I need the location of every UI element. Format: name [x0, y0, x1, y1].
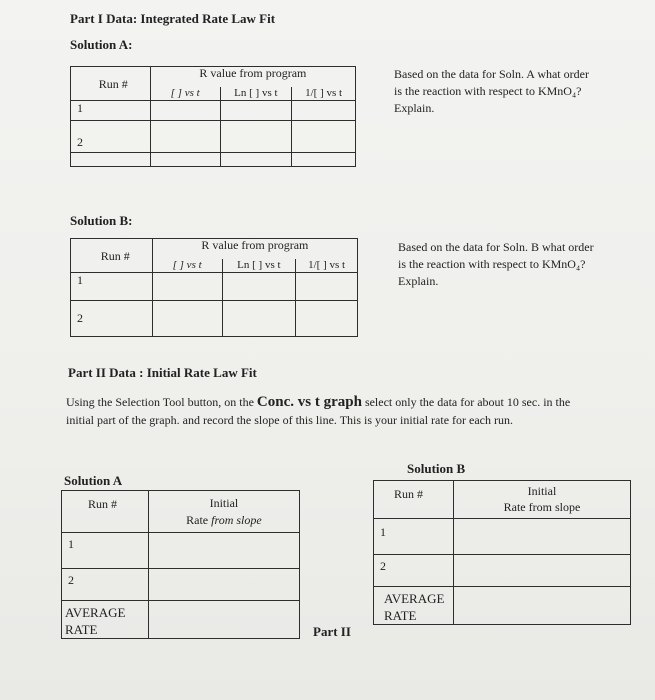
cell-a3-inv[interactable]: [292, 153, 356, 167]
cell-a1-inv[interactable]: [292, 101, 356, 121]
instructions-text-2: select only the data for about 10 sec. in the initial part of the graph. and record the slope of this line. This is your initial rate for each run.: [66, 395, 571, 427]
rate-word: RATE: [65, 622, 98, 637]
r-value-header: R value from program: [150, 67, 355, 87]
run-header: Run #: [62, 491, 149, 533]
initial-rate-header: [453, 481, 630, 519]
cell-average-a[interactable]: [148, 601, 299, 639]
cell-a3-ln[interactable]: [220, 153, 292, 167]
cell-a2-inv[interactable]: [292, 121, 356, 153]
cell-b1-inv[interactable]: [296, 273, 358, 301]
average-rate-label: [62, 601, 149, 639]
solution-a-label: Solution A:: [70, 37, 133, 52]
initial-label: Initial: [527, 484, 557, 498]
cell-a2-ln[interactable]: [220, 121, 292, 153]
part1-title: Part I Data: Integrated Rate Law Fit: [70, 11, 276, 26]
cell-rate-a2[interactable]: [148, 569, 299, 601]
cell-average-b[interactable]: [453, 587, 630, 625]
initial-rate-header: [148, 491, 299, 533]
part2-title: Part II Data : Initial Rate Law Fit: [68, 365, 257, 380]
average-word: AVERAGE: [65, 605, 126, 620]
cell-rate-a1[interactable]: [148, 533, 299, 569]
run-2-label: 2: [374, 555, 454, 587]
cell-rate-b2[interactable]: [453, 555, 630, 587]
cell-b2-ln[interactable]: [222, 301, 296, 337]
cell-rate-b1[interactable]: [453, 519, 630, 555]
run-1-label: 1: [374, 519, 454, 555]
cell-b1-ln[interactable]: [222, 273, 296, 301]
solution-b-label: Solution B:: [70, 213, 133, 228]
part2-solution-a-label: Solution A: [64, 473, 123, 488]
rate-from-slope: from slope: [211, 513, 262, 527]
col-inv-vs-t: 1/[ ] vs t: [292, 87, 356, 101]
run-2-label: 2: [71, 121, 151, 153]
initial-label: Initial: [209, 496, 239, 510]
col-ln-vs-t: Ln [ ] vs t: [220, 87, 292, 101]
cell-a3-conc[interactable]: [150, 153, 220, 167]
blank-cell: [71, 153, 151, 167]
question-solution-a: Based on the data for Soln. A what order is the reaction with respect to KMnO₄? Explain.: [394, 67, 589, 115]
run-1-label: 1: [62, 533, 149, 569]
instructions-emphasis: Conc. vs t graph: [256, 394, 362, 410]
average-rate-label: [374, 587, 454, 625]
run-1-label: 1: [71, 101, 151, 121]
run-1-label: 1: [71, 273, 153, 301]
cell-a1-conc[interactable]: [150, 101, 220, 121]
cell-a2-conc[interactable]: [150, 121, 220, 153]
rate-word: Rate: [186, 513, 212, 527]
col-conc-vs-t: [ ] vs t: [152, 259, 222, 273]
question-solution-b: Based on the data for Soln. B what order is the reaction with respect to KMnO₄? Explain.: [398, 240, 594, 288]
part2-solution-b-label: Solution B: [407, 461, 466, 476]
solution-a-initial-rate-table: [61, 490, 300, 639]
part2-instructions: [66, 393, 596, 429]
rate-word: RATE: [384, 608, 417, 623]
rate-label: Rate from slope: [503, 500, 581, 514]
solution-b-initial-rate-table: [373, 480, 631, 625]
run-header: Run #: [71, 239, 153, 273]
col-conc-vs-t: [ ] vs t: [150, 87, 220, 101]
run-header: Run #: [71, 67, 151, 101]
r-value-header: R value from program: [152, 239, 357, 259]
cell-b2-inv[interactable]: [296, 301, 358, 337]
cell-a1-ln[interactable]: [220, 101, 292, 121]
run-header: Run #: [374, 481, 454, 519]
run-2-label: 2: [71, 301, 153, 337]
col-ln-vs-t: Ln [ ] vs t: [222, 259, 296, 273]
solution-b-r-table: [70, 238, 358, 337]
rate-label: [149, 512, 299, 529]
average-word: AVERAGE: [384, 591, 445, 606]
cell-b2-conc[interactable]: [152, 301, 222, 337]
run-2-label: 2: [62, 569, 149, 601]
instructions-text-1: Using the Selection Tool button, on the: [66, 395, 257, 409]
cell-b1-conc[interactable]: [152, 273, 222, 301]
solution-a-r-table: [70, 66, 356, 167]
col-inv-vs-t: 1/[ ] vs t: [296, 259, 358, 273]
part2-footer: Part II: [313, 624, 351, 639]
